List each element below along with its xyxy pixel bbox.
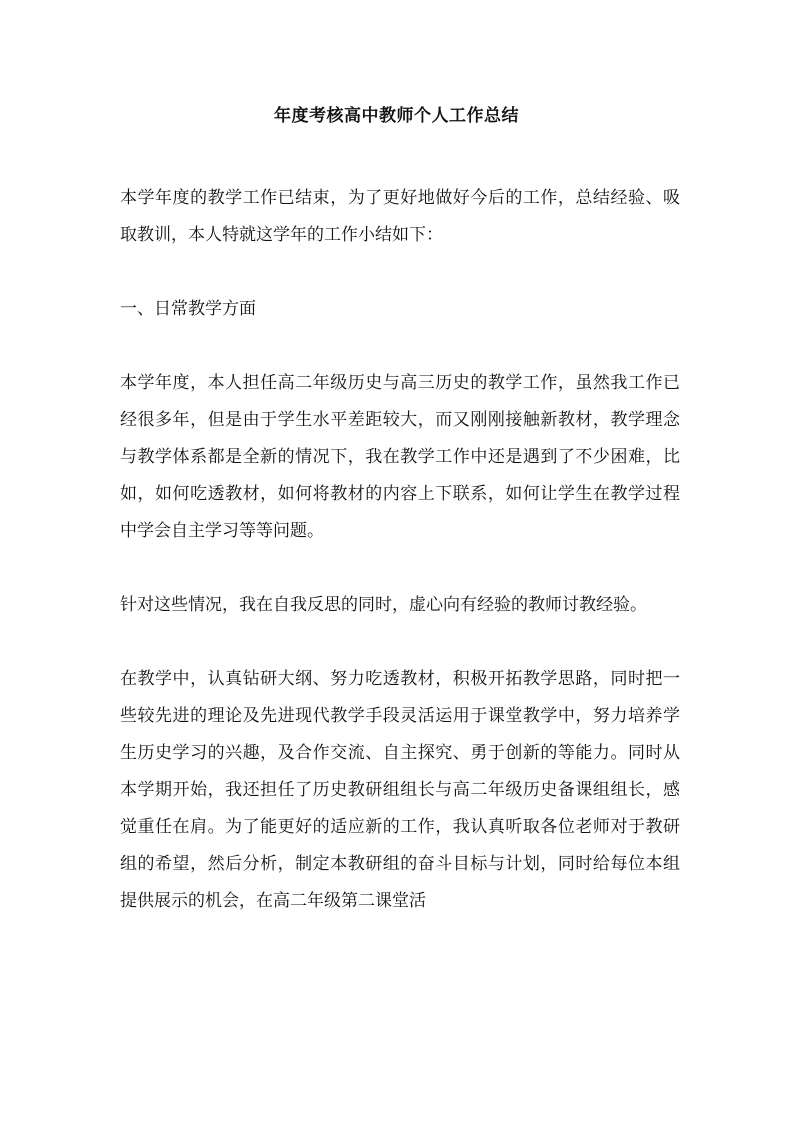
paragraph-teaching-practice: 在教学中，认真钻研大纲、努力吃透教材，积极开拓教学思路，同时把一些较先进的理论及先进现代教学手段灵活运用于课堂教学中，努力培养学生历史学习的兴趣，及合作交流、自主探究、勇于创新的等能力。同时从本学期开始，我还担任了历史教研组组长与高二年级历史备课组组长，感觉重任在肩。为了能更好的适应新的工作，我认真听取各位老师对于教研组的希望，然后分析，制定本教研组的奋斗目标与计划，同时给每位本组提供展示的机会，在高二年级第二课堂活 <box>120 669 680 911</box>
paragraph-intro: 本学年度的教学工作已结束，为了更好地做好今后的工作，总结经验、吸取教训，本人特就这学年的工作小结如下： <box>120 188 680 245</box>
document-body <box>120 180 680 920</box>
document-title: 年度考核高中教师个人工作总结 <box>274 106 519 126</box>
paragraph-teaching-situation: 本学年度，本人担任高二年级历史与高三历史的教学工作，虽然我工作已经很多年，但是由于学生水平差距较大，而又刚刚接触新教材，教学理念与教学体系都是全新的情况下，我在教学工作中还是遇到了不少困难，比如，如何吃透教材，如何将教材的内容上下联系，如何让学生在教学过程中学会自主学习等等问题。 <box>120 373 680 541</box>
section-heading-daily-teaching: 一、日常教学方面 <box>120 299 256 319</box>
paragraph-reflection: 针对这些情况，我在自我反思的同时，虚心向有经验的教师讨教经验。 <box>120 595 647 615</box>
